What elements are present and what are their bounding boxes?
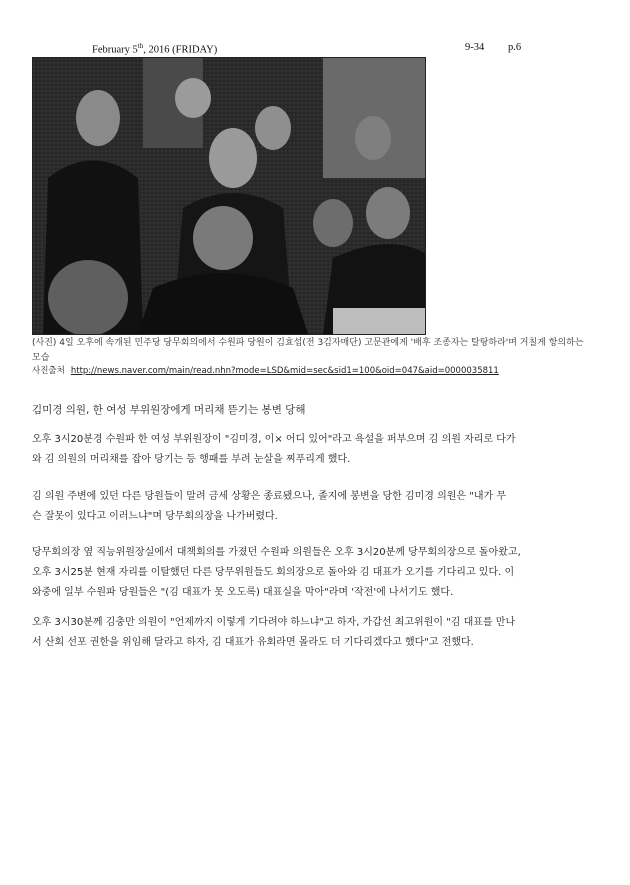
paragraph-line: 와중에 일부 수원파 당원들은 "(김 대표가 못 오도록) 대표실을 막아"라며 '작전'에 나서기도 했다. (32, 587, 454, 598)
document-number: 9-34 (465, 42, 485, 53)
article-paragraph (32, 430, 598, 470)
paragraph-line: 당무회의장 옆 직능위원장실에서 대책회의를 가졌던 수원파 의원들은 오후 3시20분께 당무회의장으로 돌아왔고, (32, 547, 521, 558)
article-paragraph (32, 613, 598, 653)
paragraph-line: 서 산회 선포 권한을 위임해 달라고 하자, 김 대표가 유회라면 몰라도 더 기다리겠다고 했다"고 전했다. (32, 637, 474, 648)
paragraph-line: 김 의원 주변에 있던 다른 당원들이 말려 금세 상황은 종료됐으나, 졸지에 봉변을 당한 김미경 의원은 "내가 무 (32, 491, 507, 502)
news-photo-image (33, 58, 425, 334)
caption-line: (사진) 4일 오후에 속개된 민주당 당무회의에서 수원파 당원이 김효섭(전 3김자매단) 고문관에게 '배후 조종자는 탈탕하라'며 거칠게 항의하는 (32, 338, 584, 348)
source-label: 사진출처 (32, 366, 65, 376)
page-number: p.6 (508, 42, 522, 53)
paragraph-line: 오후 3시20분경 수원파 한 여성 부위원장이 "김미경, 이× 어디 있어"라고 욕설을 퍼부으며 김 의원 자리로 다가 (32, 434, 516, 445)
paragraph-line: 슨 잘못이 있다고 이러느냐"며 당무회의장을 나가버렸다. (32, 511, 278, 522)
paragraph-line: 와 김 의원의 머리채를 잡아 당기는 등 행패를 부려 눈살을 찌푸리게 했다. (32, 454, 351, 465)
photo-source (32, 364, 499, 376)
article-paragraph (32, 487, 598, 527)
news-photo (32, 57, 426, 335)
header-date: February 5th, 2016 (FRIDAY) (92, 42, 218, 56)
article-headline: 김미경 의원, 한 여성 부위원장에게 머리채 뜯기는 봉변 당해 (32, 404, 306, 416)
paragraph-line: 오후 3시30분께 김충만 의원이 "언제까지 이렇게 기다려야 하느냐"고 하자, 가갑선 최고위원이 "김 대표를 만나 (32, 617, 516, 628)
photo-caption (32, 336, 592, 366)
source-link[interactable]: http://news.naver.com/main/read.nhn?mode=LSD&mid=sec&sid1=100&oid=047&aid=0000035811 (70, 366, 499, 376)
article-paragraph (32, 543, 598, 603)
caption-line: 모습 (32, 353, 50, 363)
paragraph-line: 오후 3시25분 현재 자리를 이탈했던 다른 당무위원들도 회의장으로 돌아와 김 대표가 오기를 기다리고 있다. 이 (32, 567, 515, 578)
